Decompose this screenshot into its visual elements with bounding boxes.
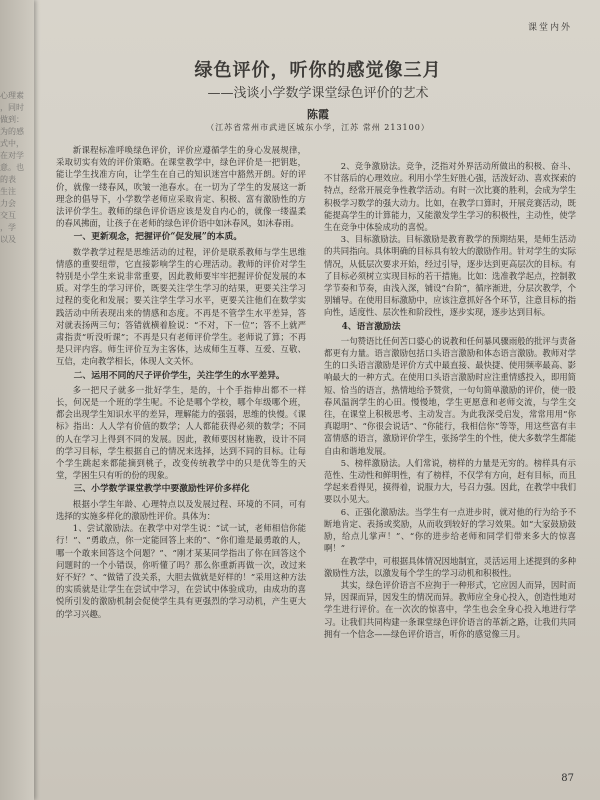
- previous-page-fragment: 做到：: [0, 115, 24, 124]
- section-heading-3: 三、小学数学课堂教学中要激励性评价多样化: [73, 484, 250, 495]
- section-2-paragraph: 多一把尺子就多一批好学生，是的，十个手指伸出都不一样长，何况是一个班的学生呢。不论是哪个学校，哪个年级哪个班，都会出现学生知识水平的差异，理解能力的强弱，思维的快慢。《课标》指出：人人学有价值的数学；人人都能获得必须的数学；不同的人在学习上得到不同的发展。因此，教师要因材施教，设计不同的学习目标，学生根据自己的情况来选择，达到不同的目标。让每个学生跳起来都能摘到桃子，改变传统教学中的只是优等生的天堂，学困生只有听的份的现象。: [56, 384, 306, 481]
- article-subtitle: ——浅谈小学数学课堂绿色评价的艺术: [207, 86, 429, 101]
- previous-page-fragment: 生注: [0, 187, 16, 196]
- method-3-paragraph: 3、目标激励法。目标激励是教育教学的预期结果，是师生活动的共同指向。具体明确的目标具有较大的激励作用。针对学生的实际情况，从低层次要求开始，经过引导，逐步达到更高层次的目标。有了目标必须树立实现目标的若干措施。比如：选准教学起点，控制教学节奏和节奏，由浅入深，铺设“台阶”，循序渐进，分层次教学，个别辅导。在使用目标激励中，应该注意抓好各个环节，注意目标的指向性，适度性、层次性和阶段性，逐步实现，逐步达到目标。: [324, 234, 576, 318]
- article-title: 绿色评价，听你的感觉像三月: [194, 60, 442, 81]
- intro-paragraph: 新课程标准呼唤绿色评价，评价应遵循学生的身心发展规律，采取切实有效的评价策略。在课堂教学中，绿色评价是一把钥匙，能让学生找准方向，让学生在自己的知识迷宫中豁然开朗。好的评价，就像一缕春风，吹皱一池春水。在一切为了学生的发展这一新理念的倡导下，小学数学老师应采取肯定、积极、富有激励性的方法评价学生。教师的绿色评价语应该是发自内心的，就像一缕温柔的春风拂面，让孩子在老师的绿色评价语中如沐春风，如沐春雨。: [56, 145, 306, 229]
- method-6-paragraph: 6、正强化激励法。当学生有一点进步时，就对他的行为给予不断地肯定、表扬或奖励，从而收到较好的学习效果。如“大家鼓励鼓励，给点儿掌声！”、“你的进步给老师和同学们带来多大的惊喜啊！”: [324, 506, 576, 554]
- previous-page-fragment: ，学: [0, 223, 16, 232]
- left-column: [56, 144, 306, 744]
- method-4-paragraph: 一句赞语比任何苦口婆心的说教和任何暴风骤雨般的批评与责备都更有力量。语言激励包括口头语言激励和体态语言激励。教师对学生的口头语言激励是评价方式中最直接、最快捷、使用频率最高、影响最大的一种方式。在使用口头语言激励时应注重情感投入，即用简短、恰当的语言，热情地给予赞赏，一句句简单激励的评价，使一股春风温润学生的心田。慢慢地，学生更愿意和老师交流，与学生交往，在课堂上积极思考、主动发言。为此我深受启发，常常用用“你真聪明”、“你很会说话”、“你能行，我相信你”等等，用这些富有丰富情感的语言，激励评价学生，张扬学生的个性，使大多数学生都能自由和谐地发展。: [324, 335, 576, 456]
- previous-page-fragment: 意。也: [0, 163, 24, 172]
- article-sheet: [36, 0, 600, 800]
- previous-page-fragment: ，同时: [0, 103, 24, 112]
- author-affiliation: （江苏省常州市武进区城东小学，江苏 常州 213100）: [206, 123, 430, 132]
- previous-page-edge: [0, 0, 34, 800]
- summary-paragraph: 在教学中，可根据具体情况因地制宜，灵活运用上述提到的多种激励性方法，以激发每个学生的学习动机和积极性。: [324, 555, 576, 578]
- conclusion-paragraph: 其实，绿色评价语言不应拘于一种形式，它应因人而异，因时而异，因课而异，因发生的情况而异。教师应全身心投入，创造性地对学生进行评价。在一次次的惊喜中，学生也会全身心投入地进行学习。让我们共同构建一条课堂绿色评价语言的革新之路，让我们共同拥有一个信念——绿色评价语言，听你的感觉像三月。: [324, 579, 576, 639]
- previous-page-fragment: 以及: [0, 235, 16, 244]
- previous-page-fragment: 式中，: [0, 139, 24, 148]
- method-4-heading: 4、语言激励法: [341, 321, 401, 332]
- previous-page-fragment: 心理素: [0, 91, 24, 100]
- section-3-paragraph: 根据小学生年龄、心理特点以及发展过程、环境的不同，可有选择的实施多样化的激励性评价。具体为：: [56, 498, 306, 521]
- previous-page-fragment: 力会: [0, 199, 16, 208]
- method-2-paragraph: 2、竞争激励法。竞争，泛指对外界活动所做出的积极、奋斗、不甘落后的心理效应。利用小学生好胜心强，活泼好动、喜欢探索的特点，经常开展竞争性教学活动。有时一次比赛的胜利，会成为学生积极学习数学的强大动力。比如，在教学口算时，开展竞赛活动，既能提高学生的计算能力，又能激发学生学习的积极性，主动性，使学生在竞争中体验成功的喜悦。: [324, 161, 576, 233]
- section-heading-2: 二、运用不同的尺子评价学生，关注学生的水平差异。: [73, 370, 285, 381]
- section-1-paragraph: 数学教学过程是思维活动的过程，评价是联系教师与学生思维情感的重要纽带，它直接影响学生的心理活动。教师的评价对学生特别是小学生来说非常重要，因此教师要牢牢把握评价促发展的本质。对学生的学习评价，既要关注学生学习的结果，更要关注学习过程的变化和发展；要关注学生学习水平，更要关注他们在数学实践活动中所表现出来的情感和态度。不再是不管学生水平差异，答对就表扬两三句；答错就横着脸说：“不对，下一位”；答不上就严肃指责“听没听课”；不再是只有老师评价学生。老师说了算；不再是只评内容。师生评价互为主客体，达成师生互尊、互爱、互敬、互信，走向教学相长，体现人文关怀。: [56, 246, 306, 367]
- previous-page-fragment: 交互: [0, 211, 16, 220]
- right-column: [324, 160, 576, 780]
- column-tag: 课堂内外: [527, 23, 572, 33]
- author-name: 陈霞: [307, 108, 329, 121]
- page-number: 87: [561, 773, 574, 784]
- previous-page-fragment: 的表: [0, 175, 16, 184]
- previous-page-fragment: 为的感: [0, 127, 24, 136]
- section-heading-1: 一、更新观念，把握评价“促发展”的本质。: [73, 232, 243, 243]
- method-1-paragraph: 1、尝试激励法。在教学中对学生说：“试一试，老师相信你能行！”、“勇敢点，你一定能回答上来的”、“你们谁是最勇敢的人，哪一个敢来回答这个问题？”、“刚才某某同学指出了你在回答这个问题时的一个小错误，你听懂了吗？那么你重新再做一次，改过来好不好？”、“做错了没关系，大胆去做就是好样的！”采用这种方法的实质就是让学生在尝试中学习，在尝试中体验成功，由成功的喜悦所引发的激励机制会促使学生具有更强烈的学习动机，产生更大的学习兴趣。: [56, 523, 306, 619]
- previous-page-fragment: 在对学: [0, 151, 24, 160]
- method-5-paragraph: 5、榜样激励法。人们常说，榜样的力量是无穷的。榜样具有示范性、生动性和鲜明性，有了榜样，不仅学有方向，赶有目标，而且学起来看得见，摸得着，说服力大，号召力强。因此，在教学中我们要以小见大。: [324, 457, 576, 505]
